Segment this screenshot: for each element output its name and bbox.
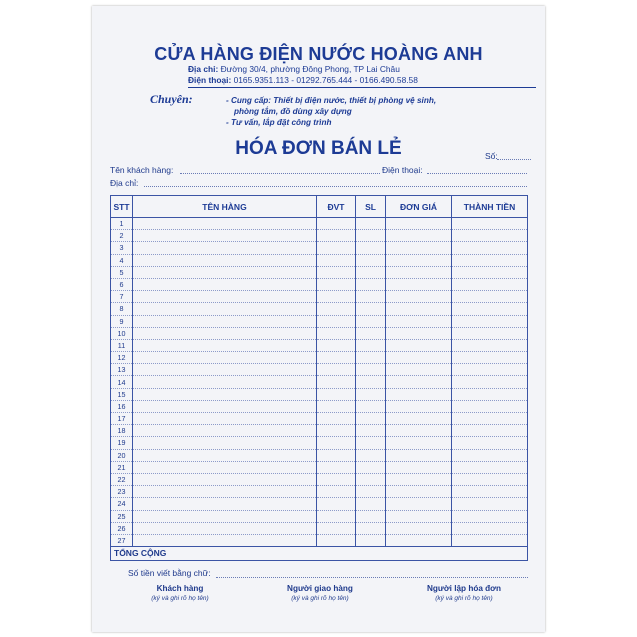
service-line-2: phòng tắm, đồ dùng xây dựng xyxy=(234,107,352,116)
signature-issuer xyxy=(404,584,524,602)
table-cell[interactable] xyxy=(452,315,528,327)
header-item-name: TÊN HÀNG xyxy=(133,196,317,218)
row-number: 19 xyxy=(111,437,133,449)
table-row xyxy=(111,510,528,522)
amount-in-words-dots[interactable] xyxy=(216,577,528,578)
table-cell[interactable] xyxy=(356,534,386,546)
table-cell[interactable] xyxy=(452,218,528,230)
table-cell[interactable] xyxy=(452,473,528,485)
table-cell[interactable] xyxy=(133,413,317,425)
table-cell[interactable] xyxy=(133,473,317,485)
table-row xyxy=(111,413,528,425)
row-number: 3 xyxy=(111,242,133,254)
table-cell[interactable] xyxy=(317,339,356,351)
table-cell[interactable] xyxy=(386,218,452,230)
table-cell[interactable] xyxy=(133,266,317,278)
table-body xyxy=(111,218,528,547)
table-cell[interactable] xyxy=(317,352,356,364)
row-number: 27 xyxy=(111,534,133,546)
table-cell[interactable] xyxy=(133,327,317,339)
row-number: 11 xyxy=(111,339,133,351)
signature-delivery-note: (ký và ghi rõ họ tên) xyxy=(291,595,349,602)
table-cell[interactable] xyxy=(356,339,386,351)
table-cell[interactable] xyxy=(386,266,452,278)
table-cell[interactable] xyxy=(133,339,317,351)
table-row xyxy=(111,327,528,339)
total-label: TỔNG CỘNG xyxy=(111,547,528,561)
table-cell[interactable] xyxy=(317,230,356,242)
table-cell[interactable] xyxy=(133,254,317,266)
table-cell[interactable] xyxy=(133,303,317,315)
table-cell[interactable] xyxy=(452,266,528,278)
table-cell[interactable] xyxy=(356,315,386,327)
table-cell[interactable] xyxy=(133,291,317,303)
table-cell[interactable] xyxy=(386,352,452,364)
table-cell[interactable] xyxy=(356,498,386,510)
header-divider xyxy=(188,87,536,88)
table-row xyxy=(111,437,528,449)
table-cell[interactable] xyxy=(356,303,386,315)
table-cell[interactable] xyxy=(317,254,356,266)
row-number: 5 xyxy=(111,266,133,278)
table-cell[interactable] xyxy=(356,291,386,303)
table-cell[interactable] xyxy=(133,352,317,364)
phone-line xyxy=(188,75,418,85)
table-cell[interactable] xyxy=(356,327,386,339)
table-row xyxy=(111,473,528,485)
table-cell[interactable] xyxy=(356,364,386,376)
header-stt: STT xyxy=(111,196,133,218)
row-number: 4 xyxy=(111,254,133,266)
row-number: 12 xyxy=(111,352,133,364)
row-number: 20 xyxy=(111,449,133,461)
table-cell[interactable] xyxy=(386,449,452,461)
table-cell[interactable] xyxy=(386,534,452,546)
table-cell[interactable] xyxy=(317,218,356,230)
table-cell[interactable] xyxy=(452,352,528,364)
table-row xyxy=(111,400,528,412)
table-cell[interactable] xyxy=(317,376,356,388)
customer-phone-label: Điện thoại: xyxy=(382,165,423,175)
phone-value: 0165.9351.113 - 01292.765.444 - 0166.490.58.58 xyxy=(233,75,418,85)
customer-label: Tên khách hàng: xyxy=(110,165,174,175)
table-cell[interactable] xyxy=(386,376,452,388)
table-cell[interactable] xyxy=(386,364,452,376)
table-header-row xyxy=(111,196,528,218)
table-cell[interactable] xyxy=(452,303,528,315)
table-row xyxy=(111,376,528,388)
table-cell[interactable] xyxy=(452,400,528,412)
table-cell[interactable] xyxy=(317,522,356,534)
table-cell[interactable] xyxy=(452,425,528,437)
table-row xyxy=(111,315,528,327)
table-cell[interactable] xyxy=(452,461,528,473)
table-cell[interactable] xyxy=(386,425,452,437)
table-cell[interactable] xyxy=(133,218,317,230)
table-cell[interactable] xyxy=(133,242,317,254)
table-cell[interactable] xyxy=(133,315,317,327)
table-cell[interactable] xyxy=(133,522,317,534)
table-row xyxy=(111,278,528,290)
table-cell[interactable] xyxy=(317,486,356,498)
header-quantity: SL xyxy=(356,196,386,218)
table-cell[interactable] xyxy=(386,413,452,425)
table-cell[interactable] xyxy=(452,254,528,266)
invoice-sheet xyxy=(92,6,545,632)
phone-label: Điện thoại: xyxy=(188,75,232,85)
address-label: Địa chỉ: xyxy=(188,64,219,74)
total-row xyxy=(111,547,528,561)
table-cell[interactable] xyxy=(133,400,317,412)
table-row xyxy=(111,388,528,400)
table-cell[interactable] xyxy=(356,473,386,485)
row-number: 16 xyxy=(111,400,133,412)
table-cell[interactable] xyxy=(356,400,386,412)
row-number: 1 xyxy=(111,218,133,230)
row-number: 26 xyxy=(111,522,133,534)
table-cell[interactable] xyxy=(356,242,386,254)
customer-phone-dots[interactable] xyxy=(427,173,527,174)
table-row xyxy=(111,291,528,303)
table-row xyxy=(111,352,528,364)
table-row xyxy=(111,218,528,230)
signature-delivery xyxy=(260,584,380,602)
table-cell[interactable] xyxy=(386,437,452,449)
table-cell[interactable] xyxy=(386,400,452,412)
table-cell[interactable] xyxy=(452,413,528,425)
table-cell[interactable] xyxy=(452,388,528,400)
row-number: 22 xyxy=(111,473,133,485)
header-unit-price: ĐƠN GIÁ xyxy=(386,196,452,218)
table-cell[interactable] xyxy=(452,510,528,522)
table-cell[interactable] xyxy=(452,486,528,498)
row-number: 9 xyxy=(111,315,133,327)
table-cell[interactable] xyxy=(386,510,452,522)
invoice-number-dots xyxy=(497,159,531,160)
table-cell[interactable] xyxy=(356,510,386,522)
table-cell[interactable] xyxy=(317,315,356,327)
table-cell[interactable] xyxy=(452,437,528,449)
table-cell[interactable] xyxy=(317,437,356,449)
table-cell[interactable] xyxy=(386,473,452,485)
table-cell[interactable] xyxy=(317,449,356,461)
table-cell[interactable] xyxy=(317,498,356,510)
table-cell[interactable] xyxy=(356,388,386,400)
table-cell[interactable] xyxy=(133,498,317,510)
table-cell[interactable] xyxy=(317,364,356,376)
table-cell[interactable] xyxy=(386,339,452,351)
table-cell[interactable] xyxy=(133,437,317,449)
address-line xyxy=(188,64,400,74)
invoice-number xyxy=(485,151,498,161)
signature-customer xyxy=(120,584,240,602)
table-cell[interactable] xyxy=(452,498,528,510)
table-cell[interactable] xyxy=(452,242,528,254)
table-row xyxy=(111,425,528,437)
table-row xyxy=(111,230,528,242)
table-cell[interactable] xyxy=(386,486,452,498)
table-row xyxy=(111,242,528,254)
table-cell[interactable] xyxy=(133,486,317,498)
table-cell[interactable] xyxy=(452,534,528,546)
table-cell[interactable] xyxy=(133,461,317,473)
shop-name: CỬA HÀNG ĐIỆN NƯỚC HOÀNG ANH xyxy=(154,44,483,64)
table-cell[interactable] xyxy=(356,413,386,425)
table-cell[interactable] xyxy=(356,522,386,534)
items-table xyxy=(110,195,528,561)
table-cell[interactable] xyxy=(452,278,528,290)
table-cell[interactable] xyxy=(133,510,317,522)
table-row xyxy=(111,364,528,376)
table-row xyxy=(111,254,528,266)
table-cell[interactable] xyxy=(386,315,452,327)
table-row xyxy=(111,498,528,510)
signature-customer-note: (ký và ghi rõ họ tên) xyxy=(151,595,209,602)
table-cell[interactable] xyxy=(317,327,356,339)
customer-address-dots[interactable] xyxy=(144,186,527,187)
row-number: 17 xyxy=(111,413,133,425)
table-cell[interactable] xyxy=(452,327,528,339)
specialty-label: Chuyên: xyxy=(150,92,193,106)
row-number: 24 xyxy=(111,498,133,510)
table-cell[interactable] xyxy=(386,242,452,254)
table-cell[interactable] xyxy=(386,254,452,266)
table-cell[interactable] xyxy=(133,278,317,290)
table-row xyxy=(111,339,528,351)
table-cell[interactable] xyxy=(317,278,356,290)
table-cell[interactable] xyxy=(317,510,356,522)
table-cell[interactable] xyxy=(317,461,356,473)
table-cell[interactable] xyxy=(133,425,317,437)
table-cell[interactable] xyxy=(386,522,452,534)
customer-address-label: Địa chỉ: xyxy=(110,178,139,188)
table-cell[interactable] xyxy=(356,461,386,473)
invoice-number-label: Số: xyxy=(485,151,498,161)
signature-issuer-title: Người lập hóa đơn xyxy=(427,584,501,593)
table-row xyxy=(111,534,528,546)
row-number: 2 xyxy=(111,230,133,242)
table-cell[interactable] xyxy=(386,461,452,473)
table-cell[interactable] xyxy=(133,376,317,388)
row-number: 25 xyxy=(111,510,133,522)
address-value: Đường 30/4, phường Đông Phong, TP Lai Châu xyxy=(220,64,400,74)
table-cell[interactable] xyxy=(356,218,386,230)
header-unit: ĐVT xyxy=(317,196,356,218)
table-row xyxy=(111,449,528,461)
table-cell[interactable] xyxy=(386,278,452,290)
table-cell[interactable] xyxy=(386,388,452,400)
table-cell[interactable] xyxy=(452,339,528,351)
table-cell[interactable] xyxy=(356,425,386,437)
table-cell[interactable] xyxy=(356,352,386,364)
row-number: 10 xyxy=(111,327,133,339)
table-cell[interactable] xyxy=(386,291,452,303)
row-number: 18 xyxy=(111,425,133,437)
invoice-title: HÓA ĐƠN BÁN LẺ xyxy=(235,138,402,159)
table-cell[interactable] xyxy=(356,376,386,388)
customer-dots[interactable] xyxy=(180,173,380,174)
table-cell[interactable] xyxy=(356,230,386,242)
table-cell[interactable] xyxy=(452,449,528,461)
service-line-3: - Tư vấn, lắp đặt công trình xyxy=(226,118,332,127)
signature-customer-title: Khách hàng xyxy=(156,584,204,593)
table-cell[interactable] xyxy=(317,534,356,546)
table-cell[interactable] xyxy=(133,449,317,461)
table-cell[interactable] xyxy=(317,303,356,315)
signature-delivery-title: Người giao hàng xyxy=(287,584,353,593)
signature-issuer-note: (ký và ghi rõ họ tên) xyxy=(435,595,493,602)
row-number: 13 xyxy=(111,364,133,376)
table-cell[interactable] xyxy=(133,230,317,242)
table-cell[interactable] xyxy=(317,400,356,412)
table-row xyxy=(111,303,528,315)
row-number: 8 xyxy=(111,303,133,315)
table-cell[interactable] xyxy=(452,230,528,242)
table-cell[interactable] xyxy=(452,522,528,534)
table-cell[interactable] xyxy=(356,278,386,290)
table-cell[interactable] xyxy=(317,242,356,254)
table-cell[interactable] xyxy=(386,303,452,315)
table-row xyxy=(111,522,528,534)
table-cell[interactable] xyxy=(317,291,356,303)
table-row xyxy=(111,266,528,278)
table-row xyxy=(111,461,528,473)
row-number: 7 xyxy=(111,291,133,303)
table-row xyxy=(111,486,528,498)
row-number: 6 xyxy=(111,278,133,290)
table-cell[interactable] xyxy=(356,449,386,461)
table-cell[interactable] xyxy=(386,498,452,510)
table-cell[interactable] xyxy=(356,486,386,498)
table-cell[interactable] xyxy=(317,266,356,278)
table-cell[interactable] xyxy=(356,437,386,449)
table-cell[interactable] xyxy=(133,534,317,546)
table-cell[interactable] xyxy=(356,254,386,266)
table-cell[interactable] xyxy=(133,388,317,400)
header-amount: THÀNH TIỀN xyxy=(452,196,528,218)
table-cell[interactable] xyxy=(386,327,452,339)
service-line-1: - Cung cấp: Thiết bị điện nước, thiết bị phòng vệ sinh, xyxy=(226,96,437,105)
table-cell[interactable] xyxy=(133,364,317,376)
row-number: 15 xyxy=(111,388,133,400)
table-cell[interactable] xyxy=(317,413,356,425)
amount-in-words-label: Số tiền viết bằng chữ: xyxy=(128,568,211,578)
table-cell[interactable] xyxy=(452,364,528,376)
table-cell[interactable] xyxy=(386,230,452,242)
row-number: 23 xyxy=(111,486,133,498)
row-number: 21 xyxy=(111,461,133,473)
table-cell[interactable] xyxy=(317,388,356,400)
table-cell[interactable] xyxy=(356,266,386,278)
table-cell[interactable] xyxy=(452,376,528,388)
table-cell[interactable] xyxy=(317,425,356,437)
table-cell[interactable] xyxy=(452,291,528,303)
row-number: 14 xyxy=(111,376,133,388)
table-cell[interactable] xyxy=(317,473,356,485)
